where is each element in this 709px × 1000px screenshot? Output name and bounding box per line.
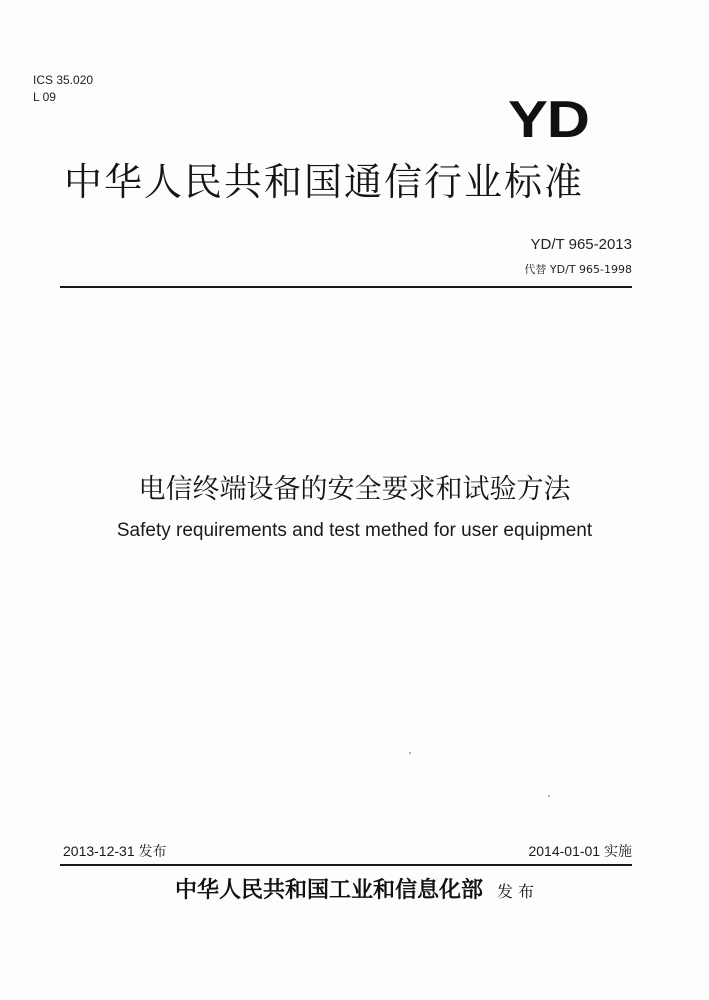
document-title-english: Safety requirements and test methed for user equipment (116, 520, 593, 541)
classification-codes (33, 72, 93, 106)
standard-number: YD/T 965-2013 (530, 236, 632, 253)
standard-category-title: 中华人民共和国通信行业标准 (64, 160, 585, 204)
scan-speck (548, 795, 550, 797)
implementation-date: 2014-01-01 实施 (528, 843, 632, 859)
ccs-code: L 09 (33, 90, 56, 104)
document-title-chinese: 电信终端设备的安全要求和试验方法 (138, 474, 571, 505)
footer-divider (60, 864, 632, 866)
header-divider (60, 286, 632, 288)
issuer-name: 中华人民共和国工业和信息化部 (174, 878, 483, 903)
issue-date: 2013-12-31 发布 (63, 843, 167, 859)
replaces-standard: 代替 YD/T 965-1998 (524, 263, 632, 276)
issuing-authority (0, 876, 709, 907)
yd-logo: YD (508, 91, 589, 149)
issuer-action: 发 布 (496, 882, 535, 901)
ics-code: ICS 35.020 (33, 73, 94, 87)
scan-speck (409, 752, 411, 754)
